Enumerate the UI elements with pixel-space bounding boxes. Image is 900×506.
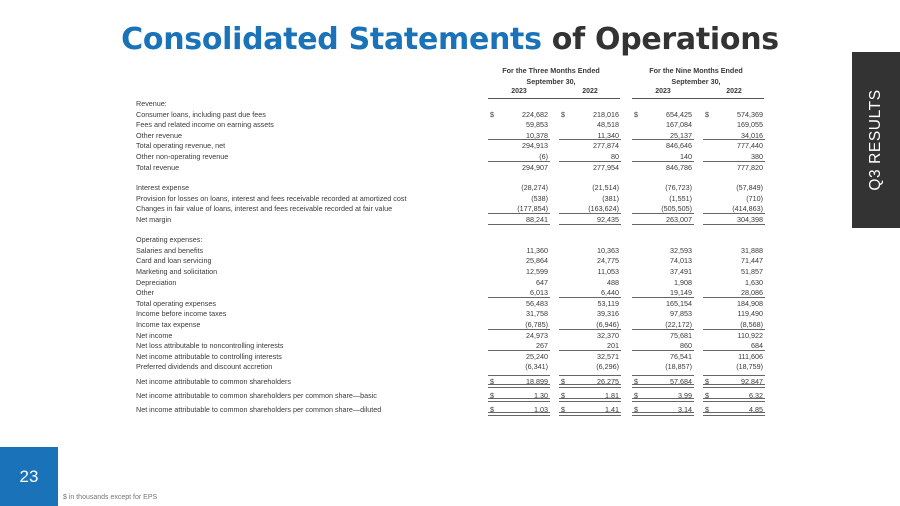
row-value: (1,551) xyxy=(669,193,692,203)
row-cell xyxy=(703,130,765,140)
row-value: (76,723) xyxy=(665,183,692,193)
row-value: 18,899 xyxy=(526,376,548,386)
row-cell xyxy=(559,109,621,119)
row-label: Total revenue xyxy=(136,162,180,172)
row-value: 25,137 xyxy=(670,130,692,140)
period-header-row-2 xyxy=(136,77,746,88)
row-cell xyxy=(632,277,694,287)
row-label: Salaries and benefits xyxy=(136,245,204,255)
row-value: 169,055 xyxy=(737,120,763,130)
year-2023-three-months: 2023 xyxy=(511,88,527,95)
row-cell xyxy=(559,308,621,318)
row-cell xyxy=(703,109,765,119)
row-cell xyxy=(632,234,694,244)
row-cell xyxy=(488,308,550,318)
row-label: Net margin xyxy=(136,214,172,224)
row-cell xyxy=(488,151,550,161)
row-cell xyxy=(703,308,765,318)
row-value: 10,378 xyxy=(526,130,548,140)
row-cell xyxy=(632,193,694,203)
row-label: Consumer loans, including past due fees xyxy=(136,109,266,119)
row-cell xyxy=(559,255,621,265)
row-cell xyxy=(703,340,765,350)
row-value: 224,682 xyxy=(522,109,548,119)
row-cell xyxy=(488,214,550,224)
row-cell xyxy=(632,162,694,172)
row-cell xyxy=(703,255,765,265)
row-label: Interest expense xyxy=(136,183,190,193)
row-value: (6) xyxy=(539,152,548,162)
row-cell xyxy=(703,361,765,371)
row-cell xyxy=(703,151,765,161)
row-value: (57,849) xyxy=(736,183,763,193)
row-cell xyxy=(632,298,694,308)
row-cell xyxy=(488,404,550,414)
row-value: 76,541 xyxy=(670,351,692,361)
row-value: 11,053 xyxy=(597,267,619,276)
row-value: 574,369 xyxy=(737,109,763,119)
statement-row xyxy=(136,173,763,193)
row-value: 201 xyxy=(607,341,619,351)
row-cell xyxy=(632,182,694,192)
row-cell xyxy=(559,151,621,161)
row-label: Fees and related income on earning assets xyxy=(136,120,274,130)
row-value: 88,241 xyxy=(526,214,548,224)
currency-symbol: $ xyxy=(561,109,565,119)
row-value: 294,913 xyxy=(522,141,548,151)
row-value: 111,606 xyxy=(738,351,763,361)
row-cell xyxy=(488,162,550,172)
row-cell xyxy=(559,376,621,386)
row-value: 6.32 xyxy=(749,390,763,400)
row-value: 92,847 xyxy=(741,376,763,386)
currency-symbol: $ xyxy=(634,390,638,400)
row-cell xyxy=(559,182,621,192)
row-value: 647 xyxy=(536,277,548,287)
row-cell xyxy=(488,245,550,255)
income-statement-table xyxy=(136,66,763,415)
row-cell xyxy=(632,376,694,386)
page-number-box xyxy=(0,447,58,506)
row-value: (163,624) xyxy=(588,204,619,214)
row-cell xyxy=(632,255,694,265)
row-value: 56,483 xyxy=(526,298,548,308)
statement-row xyxy=(136,362,763,373)
row-label: Revenue: xyxy=(136,99,167,109)
statement-row xyxy=(136,225,746,245)
row-value: 97,853 xyxy=(670,309,692,319)
row-value: 48,518 xyxy=(597,120,619,130)
row-value: 304,398 xyxy=(737,214,763,224)
row-cell xyxy=(559,119,621,129)
row-cell xyxy=(632,130,694,140)
row-cell xyxy=(632,266,694,276)
row-cell xyxy=(559,245,621,255)
row-value: 6,013 xyxy=(530,288,548,298)
period-subheader-three-months: September 30, xyxy=(526,77,576,86)
row-value: 846,786 xyxy=(666,162,692,172)
row-value: 24,973 xyxy=(526,330,548,340)
row-label: Other non-operating revenue xyxy=(136,152,229,162)
row-value: 1.41 xyxy=(605,404,619,414)
row-cell xyxy=(488,98,550,108)
row-cell xyxy=(703,98,765,108)
row-cell xyxy=(703,277,765,287)
row-cell xyxy=(703,298,765,308)
year-2023-nine-months: 2023 xyxy=(655,88,671,95)
row-cell xyxy=(488,182,550,192)
row-label: Net income xyxy=(136,330,173,340)
row-cell xyxy=(559,390,621,400)
row-cell xyxy=(488,340,550,350)
row-cell xyxy=(632,361,694,371)
row-value: (414,863) xyxy=(732,204,763,214)
row-value: 1.30 xyxy=(534,390,548,400)
row-value: 3.14 xyxy=(678,404,692,414)
row-value: (6,785) xyxy=(525,319,548,329)
row-value: 71,447 xyxy=(741,256,763,266)
row-cell xyxy=(559,140,621,150)
row-cell xyxy=(488,234,550,244)
row-value: 110,922 xyxy=(737,330,763,340)
period-header-row-1 xyxy=(136,66,746,77)
row-value: (8,568) xyxy=(740,319,763,329)
currency-symbol: $ xyxy=(705,390,709,400)
row-label: Depreciation xyxy=(136,277,177,287)
row-cell xyxy=(488,203,550,213)
row-cell xyxy=(703,266,765,276)
row-cell xyxy=(703,162,765,172)
row-value: 777,440 xyxy=(737,141,763,151)
row-cell xyxy=(703,140,765,150)
row-value: 59,853 xyxy=(526,120,548,130)
row-cell xyxy=(559,162,621,172)
row-value: 218,016 xyxy=(593,109,619,119)
row-cell xyxy=(632,98,694,108)
row-cell xyxy=(488,193,550,203)
row-value: 860 xyxy=(680,341,692,351)
row-cell xyxy=(703,214,765,224)
row-value: (381) xyxy=(602,193,619,203)
row-value: 684 xyxy=(751,341,763,351)
row-cell xyxy=(559,266,621,276)
row-value: 39,316 xyxy=(597,309,619,319)
row-value: 3.99 xyxy=(678,390,692,400)
row-value: 184,908 xyxy=(737,298,763,308)
row-value: 34,016 xyxy=(741,130,763,140)
row-value: (6,946) xyxy=(596,319,619,329)
row-cell xyxy=(488,130,550,140)
row-label: Income before income taxes xyxy=(136,309,227,319)
row-value: 777,820 xyxy=(737,162,763,172)
row-value: (6,341) xyxy=(525,362,548,372)
row-value: 267 xyxy=(536,341,548,351)
statement-rows xyxy=(136,99,763,415)
footnote: $ in thousands except for EPS xyxy=(63,494,158,501)
row-value: 57,684 xyxy=(670,376,692,386)
section-sidebar xyxy=(852,52,900,228)
row-label: Net loss attributable to noncontrolling interests xyxy=(136,341,284,351)
row-value: 31,758 xyxy=(526,309,548,319)
currency-symbol: $ xyxy=(561,376,565,386)
currency-symbol: $ xyxy=(634,376,638,386)
row-cell xyxy=(703,287,765,297)
statement-row xyxy=(136,162,763,174)
row-label: Income tax expense xyxy=(136,319,201,329)
row-cell xyxy=(559,361,621,371)
row-cell xyxy=(632,245,694,255)
row-label: Card and loan servicing xyxy=(136,256,212,266)
row-value: 51,857 xyxy=(741,267,763,276)
row-value: 24,775 xyxy=(597,256,619,266)
row-value: 277,874 xyxy=(593,141,619,151)
row-value: 75,681 xyxy=(670,330,692,340)
row-cell xyxy=(632,203,694,213)
row-value: (710) xyxy=(746,193,763,203)
statement-row xyxy=(136,373,763,387)
row-cell xyxy=(488,266,550,276)
row-value: 277,954 xyxy=(593,162,619,172)
currency-symbol: $ xyxy=(561,390,565,400)
row-label: Net income attributable to common shareholders xyxy=(136,376,292,386)
row-value: (18,857) xyxy=(665,362,692,372)
row-cell xyxy=(559,319,621,329)
row-value: 654,425 xyxy=(666,109,692,119)
row-label: Marketing and solicitation xyxy=(136,267,218,276)
row-value: (177,854) xyxy=(517,204,548,214)
row-cell xyxy=(632,319,694,329)
row-label: Net income attributable to common shareholders per common share—basic xyxy=(136,390,377,400)
row-label: Other revenue xyxy=(136,130,182,140)
row-value: (505,505) xyxy=(661,204,692,214)
period-subheader-nine-months: September 30, xyxy=(671,77,721,86)
row-value: 32,571 xyxy=(597,351,619,361)
currency-symbol: $ xyxy=(490,404,494,414)
row-label: Net income attributable to controlling interests xyxy=(136,351,282,361)
row-cell xyxy=(559,404,621,414)
row-value: 12,599 xyxy=(526,267,548,276)
row-value: (21,514) xyxy=(592,183,619,193)
row-cell xyxy=(559,203,621,213)
year-2022-nine-months: 2022 xyxy=(726,88,742,95)
row-cell xyxy=(703,182,765,192)
row-label: Provision for losses on loans, interest and fees receivable recorded at amortized cost xyxy=(136,193,407,203)
row-value: 53,119 xyxy=(597,298,619,308)
currency-symbol: $ xyxy=(490,376,494,386)
row-cell xyxy=(632,151,694,161)
row-cell xyxy=(488,255,550,265)
row-value: 92,435 xyxy=(597,214,619,224)
row-value: (28,274) xyxy=(521,183,548,193)
page-title-rest: of Operations xyxy=(541,22,779,57)
statement-row xyxy=(136,387,763,401)
row-cell xyxy=(632,287,694,297)
row-cell xyxy=(703,390,765,400)
row-cell xyxy=(703,193,765,203)
row-cell xyxy=(703,330,765,340)
row-value: 1.81 xyxy=(605,390,619,400)
year-2022-three-months: 2022 xyxy=(582,88,598,95)
row-value: 167,084 xyxy=(666,120,692,130)
row-cell xyxy=(703,203,765,213)
row-label: Net income attributable to common shareholders per common share—diluted xyxy=(136,404,382,414)
row-cell xyxy=(703,351,765,361)
currency-symbol: $ xyxy=(705,376,709,386)
currency-symbol: $ xyxy=(634,109,638,119)
row-value: 28,086 xyxy=(741,288,763,298)
currency-symbol: $ xyxy=(634,404,638,414)
row-label: Changes in fair value of loans, interest and fees receivable recorded at fair value xyxy=(136,204,393,214)
row-cell xyxy=(632,308,694,318)
row-cell xyxy=(632,340,694,350)
row-cell xyxy=(559,287,621,297)
row-cell xyxy=(703,404,765,414)
row-cell xyxy=(703,245,765,255)
row-label: Other xyxy=(136,288,154,298)
row-cell xyxy=(632,214,694,224)
row-value: 80 xyxy=(611,152,619,162)
page-title xyxy=(0,22,900,57)
row-value: 25,864 xyxy=(526,256,548,266)
currency-symbol: $ xyxy=(705,404,709,414)
statement-row xyxy=(136,401,763,415)
row-value: (538) xyxy=(531,193,548,203)
row-value: 488 xyxy=(607,277,619,287)
row-label: Preferred dividends and discount accretion xyxy=(136,362,273,372)
row-label: Total operating revenue, net xyxy=(136,141,226,151)
page-number: 23 xyxy=(19,466,39,486)
row-cell xyxy=(488,287,550,297)
row-cell xyxy=(703,234,765,244)
row-cell xyxy=(488,330,550,340)
row-value: (22,172) xyxy=(665,319,692,329)
section-label: Q3 RESULTS xyxy=(867,89,884,191)
row-cell xyxy=(559,98,621,108)
row-value: 119,490 xyxy=(737,309,763,319)
row-cell xyxy=(632,140,694,150)
row-cell xyxy=(632,119,694,129)
row-value: 31,888 xyxy=(741,245,763,255)
row-value: 1,908 xyxy=(674,277,692,287)
row-cell xyxy=(703,119,765,129)
row-value: 10,363 xyxy=(597,245,619,255)
row-value: 32,593 xyxy=(670,245,692,255)
row-cell xyxy=(488,119,550,129)
period-header-nine-months: For the Nine Months Ended xyxy=(649,66,743,75)
row-cell xyxy=(488,390,550,400)
row-value: 6,440 xyxy=(601,288,619,298)
row-cell xyxy=(488,140,550,150)
row-value: (6,296) xyxy=(596,362,619,372)
row-value: 11,340 xyxy=(597,130,619,140)
statement-row xyxy=(136,214,763,226)
row-cell xyxy=(703,319,765,329)
row-value: 32,370 xyxy=(597,330,619,340)
row-cell xyxy=(559,298,621,308)
currency-symbol: $ xyxy=(561,404,565,414)
row-value: 25,240 xyxy=(526,351,548,361)
row-value: 26,275 xyxy=(597,376,619,386)
row-cell xyxy=(559,340,621,350)
row-cell xyxy=(703,376,765,386)
row-cell xyxy=(632,109,694,119)
row-cell xyxy=(488,109,550,119)
row-value: 19,149 xyxy=(670,288,692,298)
row-cell xyxy=(632,330,694,340)
row-cell xyxy=(559,330,621,340)
currency-symbol: $ xyxy=(705,109,709,119)
row-value: 37,491 xyxy=(670,267,692,276)
row-value: 11,360 xyxy=(526,245,548,255)
row-cell xyxy=(559,193,621,203)
row-cell xyxy=(488,277,550,287)
row-cell xyxy=(559,214,621,224)
row-value: 4.85 xyxy=(749,404,763,414)
row-value: (18,759) xyxy=(736,362,763,372)
row-value: 140 xyxy=(680,152,692,162)
row-cell xyxy=(488,351,550,361)
row-cell xyxy=(559,130,621,140)
row-cell xyxy=(488,319,550,329)
row-value: 1.03 xyxy=(534,404,548,414)
period-header-three-months: For the Three Months Ended xyxy=(502,66,600,75)
row-value: 846,646 xyxy=(666,141,692,151)
currency-symbol: $ xyxy=(490,109,494,119)
row-cell xyxy=(488,361,550,371)
row-value: 294,907 xyxy=(522,162,548,172)
row-cell xyxy=(559,234,621,244)
row-label: Operating expenses: xyxy=(136,235,203,245)
row-value: 380 xyxy=(751,152,763,162)
row-value: 1,630 xyxy=(745,277,763,287)
row-value: 165,154 xyxy=(666,298,692,308)
row-value: 263,007 xyxy=(666,214,692,224)
page-title-highlight: Consolidated Statements xyxy=(121,22,542,57)
row-cell xyxy=(559,351,621,361)
row-value: 74,013 xyxy=(670,256,692,266)
row-cell xyxy=(559,277,621,287)
currency-symbol: $ xyxy=(490,390,494,400)
row-cell xyxy=(632,390,694,400)
row-label: Total operating expenses xyxy=(136,298,216,308)
row-cell xyxy=(632,351,694,361)
row-cell xyxy=(488,298,550,308)
row-cell xyxy=(488,376,550,386)
row-cell xyxy=(632,404,694,414)
